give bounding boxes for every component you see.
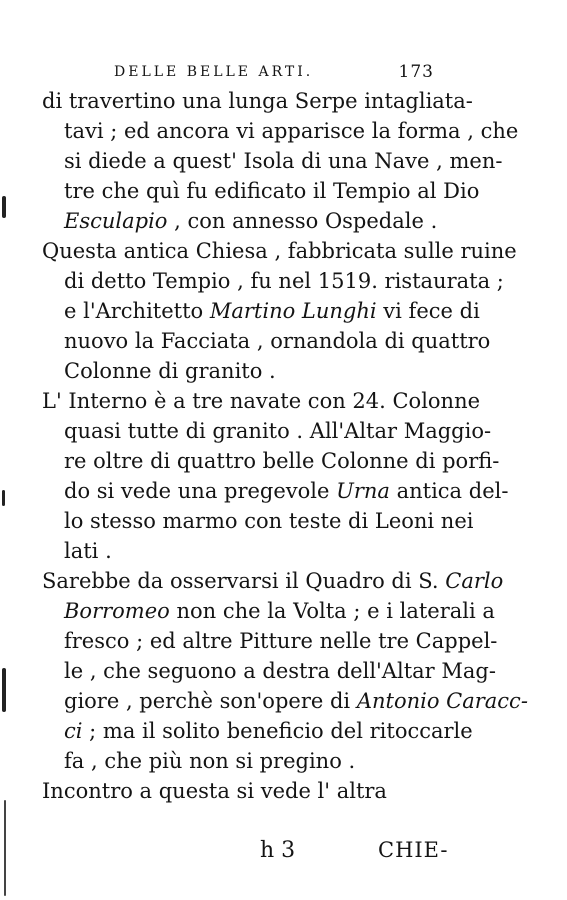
text-line: [42, 626, 498, 656]
signature-mark: h 3: [260, 838, 296, 863]
body-text: [42, 86, 528, 806]
text-run: Incontro a questa si vede l' altra: [42, 779, 387, 803]
text-run: antica del-: [389, 479, 509, 503]
text-run: si diede a quest' Isola di una Nave , men-: [64, 149, 503, 173]
text-line: [42, 686, 528, 716]
italic-text: Carlo: [445, 569, 504, 593]
text-line: [42, 386, 481, 416]
text-line: [42, 656, 496, 686]
italic-text: ci: [64, 719, 83, 743]
running-head: [114, 64, 434, 80]
text-run: non che la Volta ; e i laterali a: [169, 599, 495, 623]
text-run: Questa antica Chiesa , fabbricata sulle ruine: [42, 239, 517, 263]
text-line: [42, 266, 504, 296]
text-run: di detto Tempio , fu nel 1519. ristaurata ;: [64, 269, 504, 293]
text-line: [42, 146, 503, 176]
text-run: tavi ; ed ancora vi apparisce la forma , che: [64, 119, 519, 143]
text-line: [42, 476, 509, 506]
footer: [260, 838, 460, 863]
text-run: giore , perchè son'opere di: [64, 689, 357, 713]
text-run: vi fece di: [376, 299, 480, 323]
text-line: [42, 326, 491, 356]
paragraph: [42, 86, 519, 236]
paragraph: [42, 386, 509, 566]
text-run: nuovo la Facciata , ornandola di quattro: [64, 329, 491, 353]
margin-mark: [2, 196, 6, 218]
page-number: 173: [398, 62, 434, 82]
italic-text: Martino Lunghi: [209, 299, 377, 323]
paragraph: [42, 776, 462, 806]
margin-mark: [4, 800, 6, 896]
text-run: lati .: [64, 539, 112, 563]
italic-text: Antonio Caracc-: [356, 689, 528, 713]
text-line: [42, 776, 462, 806]
text-line: [42, 86, 473, 116]
text-line: [42, 716, 473, 746]
text-run: e l'Architetto: [64, 299, 210, 323]
margin-mark: [2, 490, 5, 506]
text-line: [42, 236, 517, 266]
italic-text: Urna: [336, 479, 390, 503]
text-run: lo stesso marmo con teste di Leoni nei: [64, 509, 474, 533]
text-line: [42, 116, 519, 146]
text-run: tre che quì fu edificato il Tempio al Dio: [64, 179, 480, 203]
text-line: [42, 416, 492, 446]
text-line: [42, 356, 462, 386]
italic-text: Esculapio: [64, 209, 168, 233]
paragraph: [42, 236, 517, 386]
text-line: [42, 566, 504, 596]
text-run: do si vede una pregevole: [64, 479, 337, 503]
paragraph: [42, 566, 528, 776]
text-run: re oltre di quattro belle Colonne di porfi-: [64, 449, 500, 473]
text-run: quasi tutte di granito . All'Altar Maggio-: [64, 419, 492, 443]
text-run: di travertino una lunga Serpe intagliata-: [42, 89, 473, 113]
text-line: [42, 206, 462, 236]
text-run: Sarebbe da osservarsi il Quadro di S.: [42, 569, 446, 593]
text-run: fresco ; ed altre Pitture nelle tre Cappel-: [64, 629, 498, 653]
text-line: [42, 746, 462, 776]
text-run: le , che seguono a destra dell'Altar Mag-: [64, 659, 496, 683]
text-line: [42, 506, 474, 536]
text-run: L' Interno è a tre navate con 24. Colonne: [42, 389, 481, 413]
text-line: [42, 446, 500, 476]
margin-mark: [2, 668, 6, 712]
italic-text: Borromeo: [64, 599, 170, 623]
text-line: [42, 296, 480, 326]
text-line: [42, 176, 480, 206]
text-run: , con annesso Ospedale .: [167, 209, 438, 233]
catchword: CHIE-: [378, 838, 449, 862]
text-run: ; ma il solito beneficio del ritoccarle: [82, 719, 473, 743]
text-line: [42, 536, 462, 566]
running-head-title: DELLE BELLE ARTI.: [114, 64, 314, 80]
text-run: fa , che più non si pregino .: [64, 749, 356, 773]
text-run: Colonne di granito .: [64, 359, 276, 383]
text-line: [42, 596, 495, 626]
